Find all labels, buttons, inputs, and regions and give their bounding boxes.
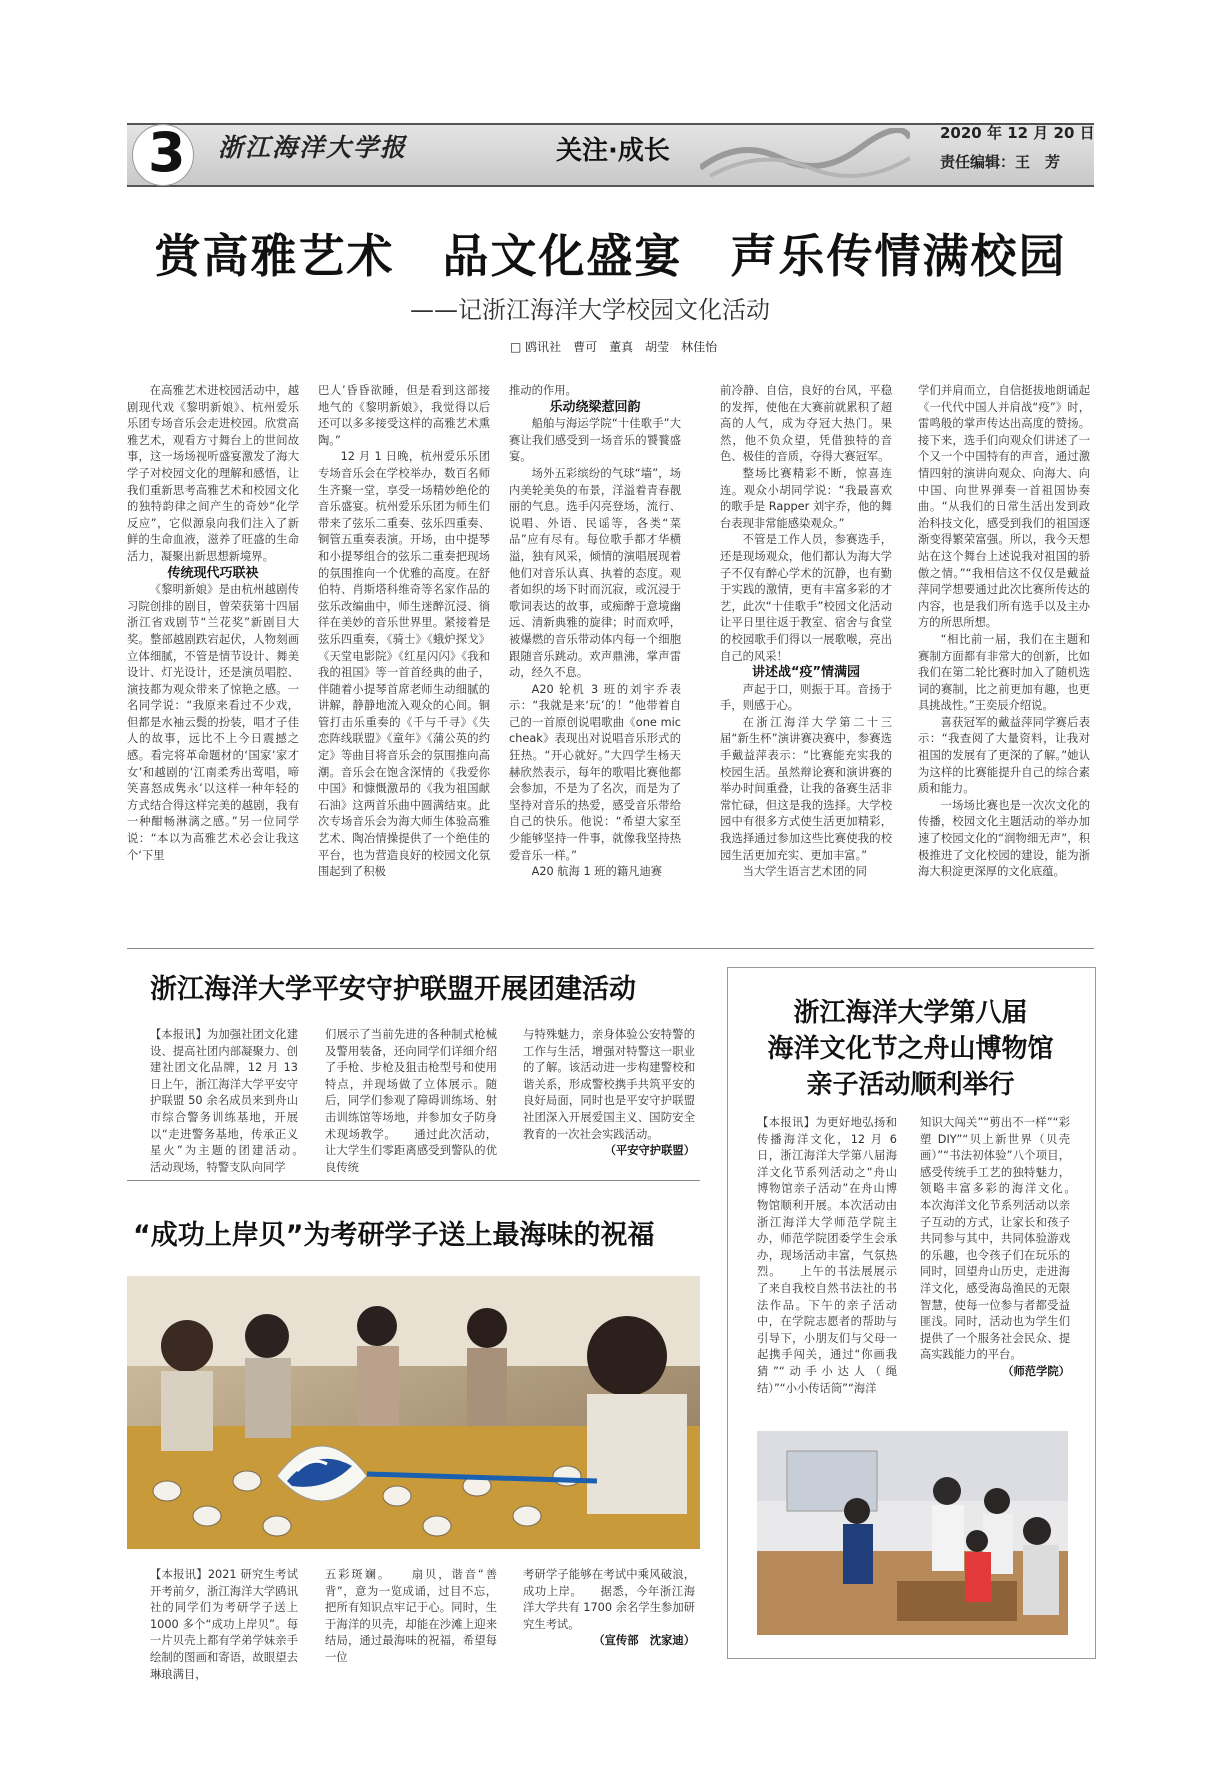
subheading: 乐动绕梁惹回韵	[549, 399, 641, 415]
museum-activity-photo	[757, 1431, 1068, 1635]
lead-column-3	[509, 383, 681, 881]
headline-line: 亲子活动顺利举行	[806, 1070, 1015, 1100]
paragraph: 知识大闯关”“剪出不一样”“彩塑 DIY”“贝上新世界（贝壳画）”“书法初体验”八个项目，感受传统手工艺的独特魅力，领略丰富多彩的海洋文化。 本次海洋文化节系列活动以亲子互动的方式，让家长和孩子共同参与其中，共同体验游戏的乐趣，也令孩子们在玩乐的同时，回望舟山历史，走进海洋文化，感受海岛渔民的无限智慧，使每一位参与者都受益匪浅。同时，活动也为学生们提供了一个服务社会民众、提高实践能力的平台。	[920, 1116, 1093, 1362]
divider	[127, 1180, 700, 1181]
paragraph: 在高雅艺术进校园活动中，越剧现代戏《黎明新娘》、杭州爱乐乐团专场音乐会走进校园。欣赏高雅艺术，观看方寸舞台上的世间故事，这一场场视听盛宴激发了海大学子对校园文化的理解和感悟，让我们重新思考高雅艺术和校园文化的独特韵律之间产生的奇妙“化学反应”，它似源泉向我们注入了新鲜的生命血液，滋养了旺盛的生命活力，凝聚出新思想新境界。	[127, 384, 299, 563]
lead-column-5	[918, 383, 1090, 881]
article4-column-2	[920, 1115, 1093, 1381]
article3-column-1	[150, 1567, 298, 1683]
article4-column-1	[757, 1115, 897, 1397]
paragraph: 们展示了当前先进的各种制式枪械及警用装备，还向同学们详细介绍了手枪、步枪及狙击枪型号和使用特点，并现场做了立体展示。随后，同学们参观了障碍训练场、射击训练馆等场地，并参加女子防身术现场教学。 通过此次活动，让大学生们零距离感受到警队的优良传统	[325, 1028, 497, 1174]
responsible-editor: 责任编辑：王 芳	[940, 153, 1061, 171]
article3-column-3	[523, 1567, 695, 1650]
lead-column-1	[127, 383, 299, 864]
paragraph: 一场场比赛也是一次次文化的传播，校园文化主题活动的举办加速了校园文化的“润物细无声”，积极推进了文化校园的建设，能为浙海大积淀更深厚的文化底蕴。	[918, 798, 1090, 879]
article4-headline	[727, 995, 1094, 1103]
article4-credit: （师范学院）	[1002, 1364, 1070, 1378]
paragraph: 推动的作用。	[509, 384, 577, 397]
paragraph: 不管是工作人员，参赛选手，还是现场观众，他们都认为海大学子不仅有醉心学术的沉静，也有勤于实践的激情，更有丰富多彩的才艺，此次“十佳歌手”校园文化活动让平日里往返于教室、宿舍与食堂的校园歌手们得以一展歌喉，亮出自己的风采！	[720, 533, 892, 663]
paragraph: 喜获冠军的戴益萍同学赛后表示：“我查阅了大量资料，让我对祖国的发展有了更深的了解。”她认为这样的比赛能提升自己的综合素质和能力。	[918, 715, 1090, 796]
article2-headline: 浙江海洋大学平安守护联盟开展团建活动	[150, 974, 636, 1005]
paragraph: 巴人’昏昏欲睡，但是看到这部接地气的《黎明新娘》，我觉得以后还可以多多接受这样的高雅艺术熏陶。”	[318, 384, 490, 447]
article2-credit: （平安守护联盟）	[604, 1144, 695, 1158]
paragraph: A20 航海 1 班的籍凡迪赛	[531, 865, 663, 879]
paragraph: 与特殊魅力，亲身体验公安特警的工作与生活，增强对特警这一职业的了解。该活动进一步构建警校和谐关系，形成警校携手共筑平安的良好局面，同时也是平安守护联盟社团深入开展爱国主义、国防安全教育的一次社会实践活动。	[523, 1028, 695, 1141]
paragraph: 在浙江海洋大学第二十三届“新生杯”演讲赛决赛中，参赛选手戴益萍表示：“比赛能充实我的校园生活。虽然辩论赛和演讲赛的举办时间重叠，让我的备赛生活非常忙碌，但这是我的选择。大学校园中有很多方式使生活更加精彩，我选择通过参加这些比赛使我的校园生活更加充实、更加丰富。”	[720, 715, 892, 862]
headline-line: 浙江海洋大学第八届	[793, 998, 1028, 1028]
paragraph: 【本报讯】为加强社团文化建设、提高社团内部凝聚力、创建社团文化品牌，12 月 13 日上午，浙江海洋大学平安守护联盟 50 余名成员来到舟山市综合警务训练基地，开展以“走进警务基地，传承正义星火”为主题的团建活动。 活动现场，特警支队向同学	[150, 1028, 321, 1174]
paragraph: 场外五彩缤纷的气球“墙”，场内美轮美奂的布景，洋溢着青春靓丽的气息。选手闪亮登场，流行、说唱、外语、民谣等，各类“菜品”应有尽有。每位歌手都才华横溢，独有风采，倾情的演唱展现着他们对音乐认真、执着的态度。观者如织的场下时而沉寂，或沉浸于歌词表达的故事，或痴醉于意境幽远、清新典雅的旋律；时而欢呼，被爆燃的音乐带动体内每一个细胞跟随音乐跳动。欢声鼎沸，掌声雷动，经久不息。	[509, 466, 681, 680]
paragraph: 前冷静、自信，良好的台风，平稳的发挥，使他在大赛前就累积了超高的人气，成为夺冠大热门。果然，他不负众望，凭借独特的音色、极佳的音质，夺得大赛冠军。	[720, 384, 892, 464]
article3-column-2	[325, 1567, 497, 1667]
article2-column-2	[325, 1027, 497, 1176]
paragraph: 船舶与海运学院“十佳歌手”大赛让我们感受到一场音乐的饕餮盛宴。	[509, 417, 681, 464]
headline-line: 海洋文化节之舟山博物馆	[767, 1034, 1054, 1064]
masthead-decoration-icon	[700, 128, 910, 180]
paragraph: 【本报讯】为更好地弘扬和传播海洋文化，12 月 6 日，浙江海洋大学第八届海洋文化节系列活动之“舟山博物馆亲子活动”在舟山博物馆顺利开展。本次活动由浙江海洋大学师范学院主办，师范学院团委学生会承办，现场活动丰富，气氛热烈。 上午的书法展展示了来自我校自然书法社的书法作品。下午的亲子活动中，在学院志愿者的帮助与引导下，小朋友们与父母一起携手闯关，通过“你画我猜”“动手小达人（绳结）”“小小传话筒”“海洋	[757, 1116, 897, 1395]
lead-column-2	[318, 383, 490, 881]
paragraph: 学们并肩而立，自信挺拔地朗诵起《一代代中国人并肩战“疫”》时，雷鸣般的掌声传达出高度的赞扬。接下来，选手们向观众们讲述了一个又一个中国特有的声音，通过激情四射的演讲向观众、向海大、向中国、向世界弹奏一首祖国协奏曲。“从我们的日常生活出发到政治科技文化，感受到我们的祖国逐渐变得繁荣富强。所以，我今天想站在这个舞台上述说我对祖国的骄傲之情。”“我相信这不仅仅是戴益萍同学想要通过此次比赛所传达的内容，也是我们所有选手以及主办方的所思所想。	[918, 384, 1090, 630]
paragraph: 12 月 1 日晚，杭州爱乐乐团专场音乐会在学校举办，数百名师生齐聚一堂，享受一场精妙绝伦的音乐盛宴。杭州爱乐乐团为师生们带来了弦乐二重奏、弦乐四重奏、铜管五重奏表演。开场，由中提琴和小提琴组合的弦乐二重奏把现场的氛围推向一个优雅的高度。在舒伯特、肖斯塔科维奇等名家作品的弦乐改编曲中，师生迷醉沉浸、徜徉在美妙的音乐世界里。紧接着是弦乐四重奏，《骑士》《蛾炉探戈》《天堂电影院》《红星闪闪》《我和我的祖国》等一首首经典的曲子，伴随着小提琴首席老师生动细腻的讲解，静静地流入观众的心间。铜管打击乐重奏的《千与千寻》《失恋阵线联盟》《童年》《蒲公英的约定》等曲目将音乐会的氛围推向高潮。音乐会在饱含深情的《我爱你中国》和慷慨激昂的《我为祖国献石油》这两首乐曲中圆满结束。此次专场音乐会为海大师生体验高雅艺术、陶冶情操提供了一个绝佳的平台，也为营造良好的校园文化氛围起到了积极	[318, 450, 490, 879]
paragraph: 声起于口，则振于耳。音扬于手，则感于心。	[720, 682, 892, 713]
article3-headline: “成功上岸贝”为考研学子送上最海味的祝福	[133, 1220, 655, 1251]
lead-headline: 赏高雅艺术 品文化盛宴 声乐传情满校园	[154, 229, 1067, 283]
lead-subtitle: ——记浙江海洋大学校园文化活动	[410, 296, 770, 324]
paragraph: “相比前一届，我们在主题和赛制方面都有非常大的创新，比如我们在第二轮比赛时加入了随机选词的赛制，比之前更加有趣，也更具挑战性。”王奕辰介绍说。	[918, 632, 1090, 713]
paragraph: A20 轮机 3 班的刘宇乔表示：“我就是来‘玩’的！”他带着自己的一首原创说唱歌曲《one mic cheak》表现出对说唱音乐形式的狂热。“开心就好。”大四学生杨天赫欣然表示，每年的歌唱比赛他都会参加，不是为了名次，而是为了坚持对音乐的热爱，感受音乐带给自己的快乐。他说：“希望大家至少能够坚持一件事，就像我坚持热爱音乐一样。”	[509, 682, 681, 862]
paragraph: 当大学生语言艺术团的同	[742, 865, 867, 879]
paragraph: 五彩斑斓。 扇贝，谐音“善背”，意为一览成诵，过目不忘，把所有知识点牢记于心。同时，生于海洋的贝壳，却能在沙滩上迎来结局，通过最海味的祝福，希望每一位	[325, 1568, 497, 1664]
paragraph: 【本报讯】2021 研究生考试开考前夕，浙江海洋大学鸥讯社的同学们为考研学子送上 1000 多个“成功上岸贝”。每一片贝壳上都有学弟学妹亲手绘制的图画和寄语，故眼望去琳琅满目，	[150, 1568, 298, 1681]
article2-column-1	[150, 1027, 321, 1176]
divider	[127, 948, 1094, 949]
article2-column-3	[523, 1027, 695, 1160]
paragraph: 考研学子能够在考试中乘风破浪，成功上岸。 据悉，今年浙江海洋大学共有 1700 余名学生参加研究生考试。	[523, 1568, 695, 1631]
newspaper-name: 浙江海洋大学报	[218, 133, 408, 162]
lead-column-4	[720, 383, 892, 881]
lead-byline: □ 鸥讯社 曹可 董真 胡莹 林佳怡	[510, 340, 718, 354]
issue-date: 2020 年 12 月 20 日	[940, 124, 1095, 142]
page-number: 3	[148, 121, 186, 184]
article3-credit: （宣传部 沈家迪）	[593, 1634, 695, 1648]
section-title: 关注·成长	[556, 136, 670, 166]
subheading: 讲述战“疫”情满园	[751, 665, 861, 681]
paragraph: 整场比赛精彩不断，惊喜连连。观众小胡同学说：“我最喜欢的歌手是 Rapper 刘宇乔，他的舞台表现非常能感染观众。”	[720, 466, 892, 530]
subheading: 传统现代巧联袂	[167, 565, 259, 581]
paragraph: 《黎明新娘》是由杭州越剧传习院创排的剧目，曾荣获第十四届浙江省戏剧节“兰花奖”新剧目大奖。整部越剧跌宕起伏，人物刻画立体细腻，不管是情节设计、舞美设计、灯光设计，还是演员唱腔、演技都为观众带来了惊艳之感。一名同学说：“我原来看过不少戏，但都是水袖云鬓的扮装，唱才子佳人的故事，远比不上今日震撼之感。看完将革命题材的‘国家’家才女’和越剧的‘江南柔秀出莺唱，啼笑喜怒成隽永’以这样一种年轻的方式结合得这样完美的越剧，我有一种酣畅淋漓之感。”另一位同学说：“本以为高雅艺术必会让我这个‘下里	[127, 583, 299, 862]
shell-painting-photo	[127, 1276, 700, 1549]
